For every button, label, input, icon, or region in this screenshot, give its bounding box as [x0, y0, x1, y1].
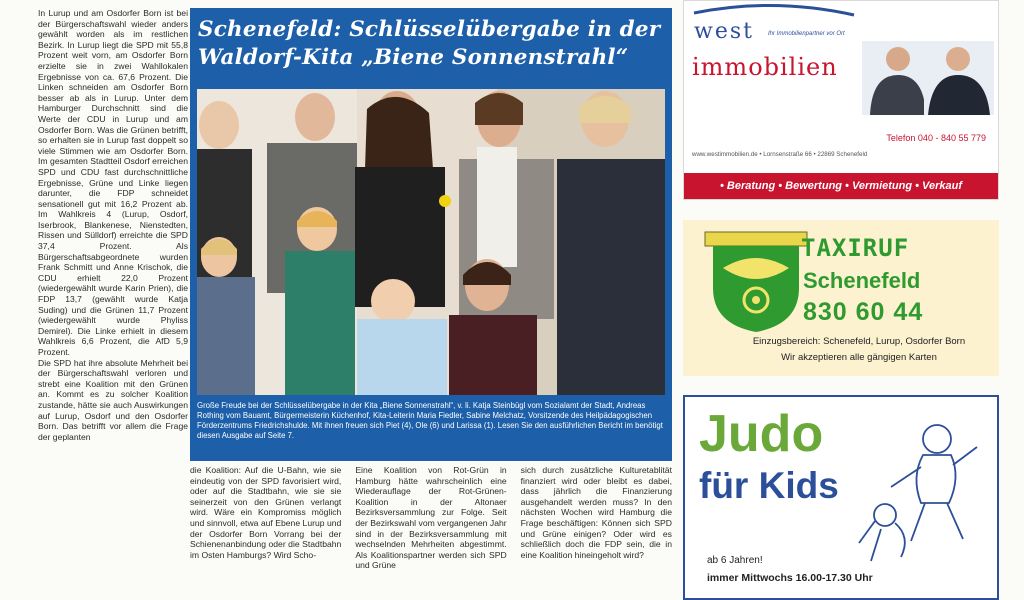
photo-caption: Große Freude bei der Schlüsselübergabe in der Kita „Biene Sonnenstrahl“, v. li. Katja Steinbügl vom Sozialamt der Stadt, Andreas Rothing vom Bauamt, Bürgermeisterin Küchenhof, Kita-Leiterin Maria Fiedler, Sabine Melchatz, Vorsitzende des Heilpädagogischen Förderzentrums Friedrichshulde. Mit ihnen freuen sich Piet (4), Ole (6) und Larissa (1). Lesen Sie den ausführlichen Bericht im benötigt diesen Ausgabe auf Seite 7. — [197, 401, 663, 440]
left-paragraph-2: Die SPD hat ihre absolute Mehrheit bei der Bürgerschaftswahl verloren und strebt eine Koalition mit den Grünen an. Kommt es zu solcher Koalition zustande, hätte sie auch Auswirkungen auf Lurup, Osdorf und den Osdorfer Born. Das betrifft vor allem die Frage der geplanten — [38, 357, 188, 442]
west-immobilien-ad[interactable] — [683, 0, 999, 200]
west-phone: Telefon 040 - 840 55 779 — [886, 133, 986, 143]
taxi-card-note: Wir akzeptieren alle gängigen Karten — [781, 352, 937, 363]
left-article-column — [38, 8, 188, 600]
agent-photo-2 — [924, 41, 994, 115]
judo-age-info: ab 6 Jahren! — [707, 555, 763, 566]
immobilien-logo-text: immobilien — [692, 53, 838, 81]
city-crest-icon — [701, 228, 811, 338]
judo-ad[interactable] — [683, 395, 999, 600]
group-photo — [197, 89, 665, 395]
taxi-phone-number[interactable]: 830 60 44 — [803, 298, 924, 326]
west-services-bar: • Beratung • Bewertung • Vermietung • Verkauf — [684, 173, 998, 199]
left-paragraph-1: In Lurup und am Osdorfer Born ist bei der Bürgerschaftswahl wieder anders gewählt worden als im restlichen Bezirk. In Lurup liegt die SPD mit 55,8 Prozent weit vorn, am Osdorfer Born erzielte sie in zwei Wahllokalen Ergebnisse von ca. 67,6 Prozent. Die Linken schneiden am Osdorfer Born besser ab als in Lurup. Unter dem Hamburger Durchschnitt sind die Werte der CDU in Lurup und am Osdorfer Born. Was die Grünen betrifft, so erhalten sie in Lurup fast doppelt so viele Stimmen wie am Osdorfer Born. Im gesamten Stadtteil Osdorf erreichen SPD und CDU fast durchschnittliche Ergebnisse, Grüne und Linke liegen darunter, die FDP schneidet sensationell gut mit 16,2 Prozent ab. Im Wahlkreis 4 (Lurup, Osdorf, Iserbrook, Blankenese, Nienstedten, Rissen und Sülldorf) erreichte die SPD 37,4 Prozent. Als Bürgerschaftsabgeordnete wurden Frank Schmitt und Anne Krischok, die CDU erhielt 22,0 Prozent (wiedergewählt wurde Karin Prien), die FDP 13,7 (gewählt wurde Katja Suding) und die Grünen 11,7 Prozent (wiedergewählt wurde Phyliss Demirel). Die Linke erhielt in diesem Wahlkreis 6,6 Prozent, die AfD 5,9 Prozent. — [38, 8, 188, 357]
agent-photo-1 — [862, 41, 932, 115]
taxi-service-area: Einzugsbereich: Schenefeld, Lurup, Osdorfer Born — [752, 336, 966, 347]
bottom-column-2: Eine Koalition von Rot-Grün in Hamburg hätte wahrscheinlich eine Wiederauflage der Rot-Grünen-Koalition in der Altonaer Bezirksversammlung zur Folge. Seit der Bezirkswahl vom vergangenen Jahr sind in der Bezirksversammlung mit wechselnden Mehrheiten abgestimmt. Als Koalitionspartner werden sich SPD und Grüne — [355, 465, 507, 571]
west-logo-text: west — [694, 19, 754, 44]
judo-subtitle: für Kids — [699, 465, 839, 506]
judo-kids-drawing — [851, 417, 991, 567]
taxi-title: TAXIRUF — [801, 234, 910, 262]
group-photo-illustration — [197, 89, 665, 395]
feature-headline: Schenefeld: Schlüsselübergabe in der Waldorf-Kita „Biene Sonnenstrahl“ — [198, 17, 661, 70]
bottom-article-columns — [190, 465, 672, 600]
bottom-column-3: sich durch zusätzliche Kulturetablität finanziert wird oder bleibt es dabei, dass jährlich die Finanzierung ausgehandelt werden muss? In den nächsten Wochen wird Hamburg die Frage beschäftigen: Können sich SPD und Grüne einigen? Oder wird es schließlich doch die FDP sein, die in eine Koalition hineingeholt wird? — [520, 465, 672, 560]
judo-title: Judo — [699, 405, 824, 463]
taxiruf-ad[interactable] — [683, 220, 999, 376]
feature-box — [190, 8, 672, 461]
bottom-column-1: die Koalition: Auf die U-Bahn, wie sie eindeutig von der SPD favorisiert wird, oder auf die Stadtbahn, wie sie sie seinerzeit von den Grünen verlangt wird. Wäre ein Kompromiss möglich und sinnvoll, etwa auf Ebene Lurup und der Osdorfer Born Vorrang bei der Schienenanbindung oder die Stadtbahn im Osten Hamburgs? Wird Scho- — [190, 465, 342, 560]
judo-schedule: immer Mittwochs 16.00-17.30 Uhr — [707, 572, 873, 584]
taxi-city: Schenefeld — [803, 268, 921, 293]
west-address: www.westimmobilien.de • Lornsenstraße 66 • 22869 Schenefeld — [692, 151, 868, 158]
west-tagline: Ihr Immobilienpartner vor Ort — [768, 31, 845, 37]
